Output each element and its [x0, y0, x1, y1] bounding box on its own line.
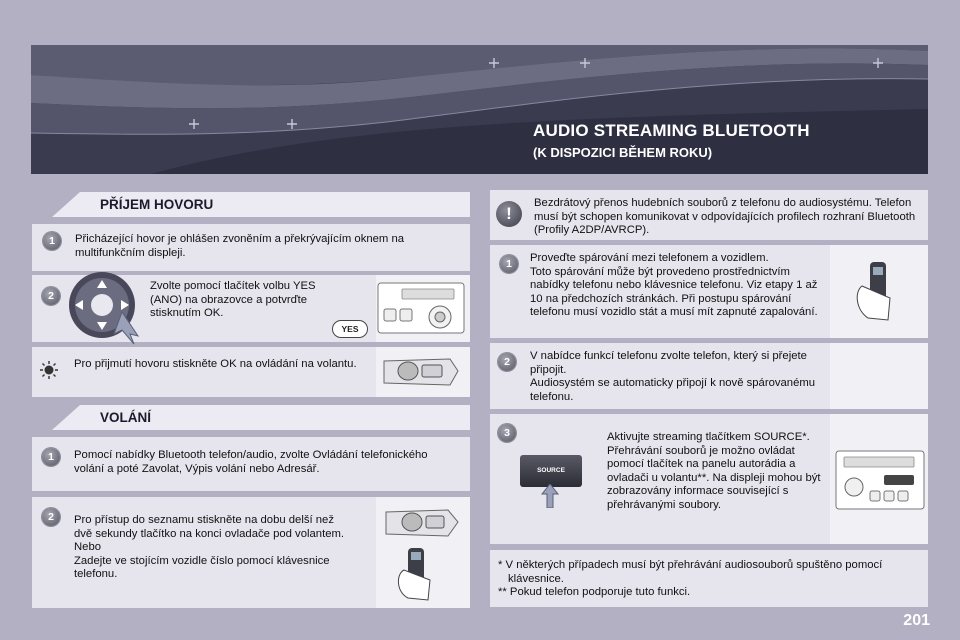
radio-panel-icon: [376, 279, 468, 339]
warning-icon: !: [496, 201, 522, 227]
right-step-2-line-1: V nabídce funkcí telefonu zvolte telefon, který si přejete připojit.: [530, 350, 807, 376]
footnote-2: ** Pokud telefon podporuje tuto funkci.: [498, 586, 691, 599]
step-number-badge: 1: [42, 448, 60, 466]
calling-step-1-text: Pomocí nabídky Bluetooth telefon/audio, zvolte Ovládání telefonického volání a poté Zavolat, Výpis volání nebo Adresář.: [74, 449, 428, 475]
right-step-1-text: [530, 252, 822, 320]
tip-bulb-icon: [39, 360, 59, 380]
step-number-badge: 2: [42, 508, 60, 526]
footnote-1: * V některých případech musí být přehrávání audiosouborů spuštěno pomocí klávesnice.: [498, 559, 883, 585]
right-step-1-line-1: Proveďte spárování mezi telefonem a vozidlem.: [530, 252, 769, 264]
car-radio-icon: [834, 447, 928, 513]
navigation-dial-icon: [64, 272, 148, 346]
step-number-badge: 2: [42, 287, 60, 305]
banner-decoration: [31, 45, 928, 174]
page-subtitle: (K DISPOZICI BĚHEM ROKU): [533, 145, 713, 160]
step-number-badge: 2: [498, 353, 516, 371]
notice-panel: [490, 190, 928, 240]
footnote-panel: [490, 550, 928, 607]
footnote-text: [498, 559, 918, 600]
right-step-2-line-2: Audiosystém se automaticky připojí k nově spárovanému telefonu.: [530, 377, 816, 403]
calling-step-2-text: [74, 514, 346, 582]
section-heading-incoming-label: PŘÍJEM HOVORU: [100, 197, 214, 212]
section-heading-calling-label: VOLÁNÍ: [100, 410, 152, 425]
right-step-2-panel: [490, 343, 928, 409]
incoming-step-1-text: Přicházející hovor je ohlášen zvoněním a překrývajícím oknem na multifunkčním displeji.: [75, 233, 405, 259]
incoming-tip-text: Pro přijmutí hovoru stiskněte OK na ovládání na volantu.: [74, 358, 357, 370]
yes-button[interactable]: YES: [332, 320, 368, 338]
page-title: AUDIO STREAMING BLUETOOTH: [533, 121, 810, 140]
right-step-2-text: [530, 350, 820, 404]
right-step-3-text: Aktivujte streaming tlačítkem SOURCE*. Přehrávání souborů je možno ovládat pomocí tlačítek na panelu autorádia a ovladači u volantu**. Na displeji mohou být zobrazovány informace související s přehrávanými soubory.: [607, 431, 821, 511]
incoming-step-2-text: Zvolte pomocí tlačítek volbu YES (ANO) na obrazovce a potvrďte stisknutím OK.: [150, 280, 316, 320]
calling-step-2-line-2: Nebo: [74, 541, 102, 554]
calling-step-2-line-3: Zadejte ve stojícím vozidle číslo pomocí klávesnice telefonu.: [74, 554, 330, 581]
notice-text: Bezdrátový přenos hudebních souborů z telefonu do audiosystému. Telefon musí být schopen komunikovat v odpovídajících profilech rozhraní Bluetooth (Profily A2DP/AVRCP).: [534, 197, 916, 237]
section-heading-incoming: [52, 192, 470, 217]
stalk-and-phone-icon: [378, 500, 466, 604]
heading-notch: [52, 405, 80, 430]
step-2-image-box: [830, 343, 928, 409]
steering-stalk-icon: [380, 349, 464, 395]
step-number-badge: 1: [500, 255, 518, 273]
incoming-step-1-panel: [32, 224, 470, 271]
page-number: 201: [903, 612, 930, 629]
right-step-1-line-2: Toto spárování může být provedeno prostřednictvím nabídky telefonu nebo klávesnice telefonu. Viz etapy 1 až 10 na předchozích stránkách. Při postupu spárování telefonu musí vozidlo stát a musí mít zapnuté zapalování.: [530, 265, 818, 319]
header-banner: [31, 45, 928, 174]
calling-step-1-panel: [32, 437, 470, 491]
source-button[interactable]: SOURCE: [520, 455, 582, 487]
press-arrow-icon: [540, 484, 560, 508]
step-number-badge: 3: [498, 424, 516, 442]
step-number-badge: 1: [43, 232, 61, 250]
calling-step-2-line-1: Pro přístup do seznamu stiskněte na dobu delší než dvě sekundy tlačítko na konci ovladače pod volantem.: [74, 514, 345, 540]
hand-phone-icon: [852, 258, 912, 328]
heading-notch: [52, 192, 80, 217]
section-heading-calling: [52, 405, 470, 430]
